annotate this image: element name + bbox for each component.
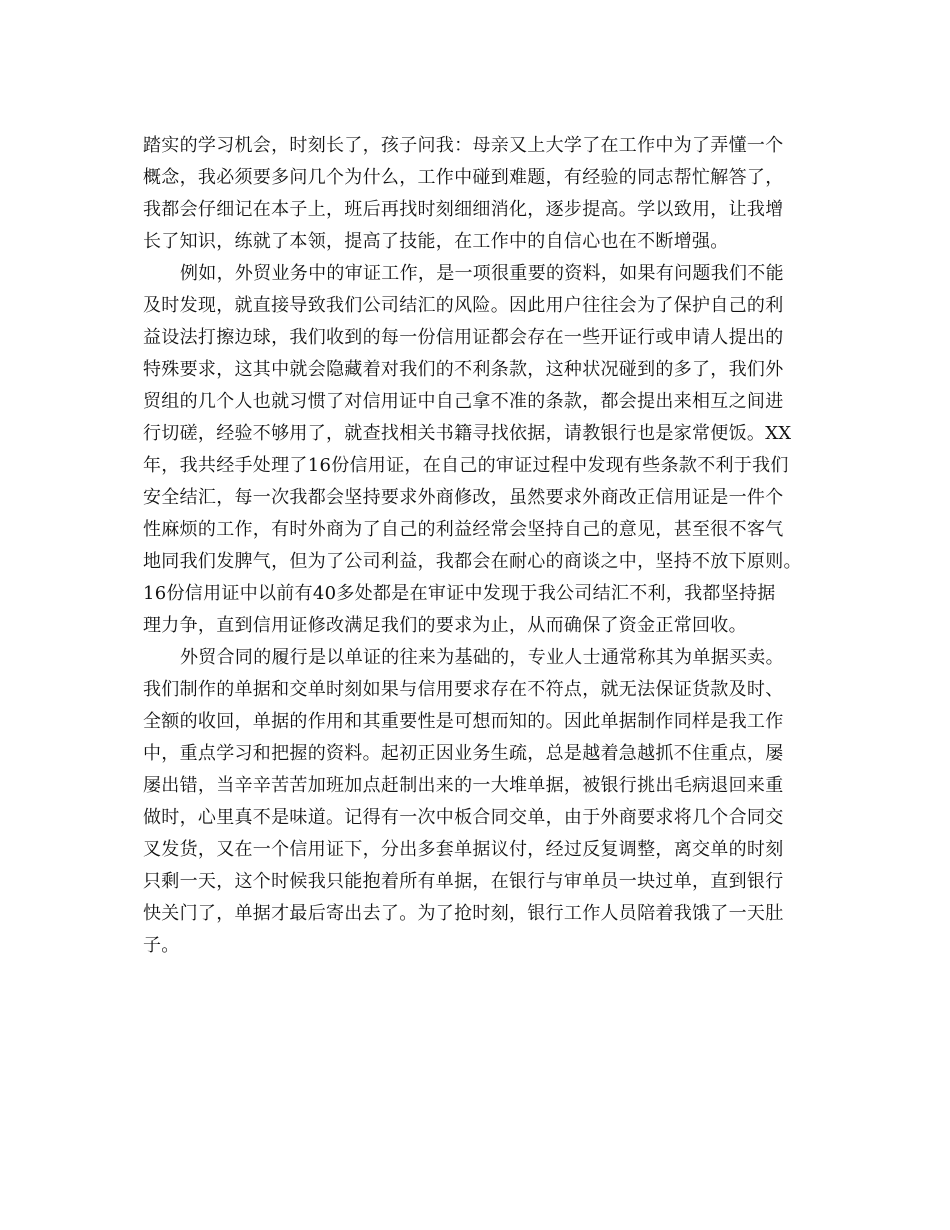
text-line: 踏实的学习机会，时刻长了，孩子问我：母亲又上大学了在工作中为了弄懂一个 bbox=[143, 135, 784, 156]
text-line: 概念，我必须要多问几个为什么，工作中碰到难题，有经验的同志帮忙解答了， bbox=[143, 167, 784, 188]
text-line: 理力争，直到信用证修改满足我们的要求为止，从而确保了资金正常回收。 bbox=[143, 615, 747, 636]
text-line: 做时，心里真不是味道。记得有一次中板合同交单，由于外商要求将几个合同交 bbox=[143, 807, 784, 828]
text-line: 只剩一天，这个时候我只能抱着所有单据，在银行与审单员一块过单，直到银行 bbox=[143, 871, 784, 892]
text-line: 特殊要求，这其中就会隐藏着对我们的不利条款，这种状况碰到的多了，我们外 bbox=[143, 359, 784, 380]
text-line: 贸组的几个人也就习惯了对信用证中自己拿不准的条款，都会提出来相互之间进 bbox=[143, 391, 784, 412]
text-line: 益设法打擦边球，我们收到的每一份信用证都会存在一些开证行或申请人提出的 bbox=[143, 327, 784, 348]
text-line: 全额的收回，单据的作用和其重要性是可想而知的。因此单据制作同样是我工作 bbox=[143, 711, 784, 732]
text-line: 行切磋，经验不够用了，就查找相关书籍寻找依据，请教银行也是家常便饭。XX bbox=[143, 423, 792, 444]
text-line: 我都会仔细记在本子上，班后再找时刻细细消化，逐步提高。学以致用，让我增 bbox=[143, 199, 784, 220]
text-line: 年，我共经手处理了16份信用证，在自己的审证过程中发现有些条款不利于我们 bbox=[143, 455, 789, 476]
text-line: 快关门了，单据才最后寄出去了。为了抢时刻，银行工作人员陪着我饿了一天肚 bbox=[143, 903, 784, 924]
paragraph-start-line: 外贸合同的履行是以单证的往来为基础的，专业人士通常称其为单据买卖。 bbox=[180, 647, 784, 668]
text-line: 地同我们发脾气，但为了公司利益，我都会在耐心的商谈之中，坚持不放下原则。 bbox=[143, 551, 802, 572]
text-line: 屡出错，当辛辛苦苦加班加点赶制出来的一大堆单据，被银行挑出毛病退回来重 bbox=[143, 775, 784, 796]
body-text bbox=[143, 130, 823, 962]
text-line: 性麻烦的工作，有时外商为了自己的利益经常会坚持自己的意见，甚至很不客气 bbox=[143, 519, 784, 540]
text-line: 安全结汇，每一次我都会坚持要求外商修改，虽然要求外商改正信用证是一件个 bbox=[143, 487, 784, 508]
text-line: 中，重点学习和把握的资料。起初正因业务生疏，总是越着急越抓不住重点，屡 bbox=[143, 743, 784, 764]
paragraph-start-line: 例如，外贸业务中的审证工作，是一项很重要的资料，如果有问题我们不能 bbox=[180, 263, 784, 284]
text-line: 子。 bbox=[143, 935, 180, 956]
text-line: 16份信用证中以前有40多处都是在审证中发现于我公司结汇不利，我都坚持据 bbox=[143, 583, 776, 604]
text-line: 叉发货，又在一个信用证下，分出多套单据议付，经过反复调整，离交单的时刻 bbox=[143, 839, 784, 860]
text-line: 及时发现，就直接导致我们公司结汇的风险。因此用户往往会为了保护自己的利 bbox=[143, 295, 784, 316]
text-line: 长了知识，练就了本领，提高了技能，在工作中的自信心也在不断增强。 bbox=[143, 231, 729, 252]
text-line: 我们制作的单据和交单时刻如果与信用要求存在不符点，就无法保证货款及时、 bbox=[143, 679, 784, 700]
